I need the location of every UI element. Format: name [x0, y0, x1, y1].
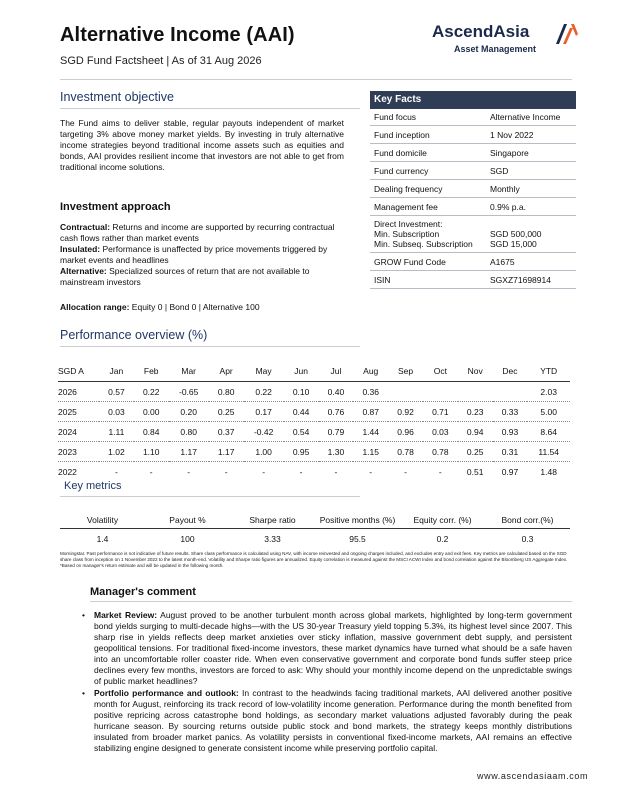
- objective-heading: Investment objective: [60, 90, 174, 104]
- approach-item-text: Returns and income are supported by recurring contractual cash flows rather than market events: [60, 222, 335, 243]
- performance-value-cell: 0.20: [169, 402, 209, 422]
- performance-value-cell: -0.42: [244, 422, 284, 442]
- key-metric: [315, 512, 400, 547]
- key-metric-label: Equity corr. (%): [400, 512, 485, 529]
- key-fact-label: Fund domicile: [374, 147, 427, 158]
- comment-bullet-text: In contrast to the headwinds facing traditional markets, AAI delivered another positive month for August, reinforcing its track record of low-volatility income generation. Performance during the month benefited from positive repricing across catastrophe bond holdings, as secondary market valuations adjusted favorably during the peak hurricane season. By sourcing returns outside public stock and bond markets, the strategy keeps monthly distributions insulated from broader market panics. As volatility persists in conventional fixed-income markets, AAI remains an effective stabilizing engine designed to generate consistent income while preserving portfolio capital.: [94, 688, 572, 753]
- bullet-icon: •: [82, 610, 85, 620]
- key-fact-value: SGXZ71698914: [490, 274, 551, 285]
- performance-value-cell: 0.78: [423, 442, 458, 462]
- key-fact-label: Fund currency: [374, 165, 429, 176]
- performance-value-cell: 0.84: [134, 422, 169, 442]
- key-facts-row: [370, 162, 576, 180]
- performance-value-cell: 2.03: [527, 382, 570, 402]
- fund-title: Alternative Income (AAI): [60, 24, 295, 46]
- performance-value-cell: 0.44: [284, 402, 319, 422]
- key-facts-table: [370, 91, 576, 289]
- approach-item-label: Insulated:: [60, 244, 101, 254]
- key-fact-value: Alternative Income: [490, 112, 561, 122]
- key-metric-label: Positive months (%): [315, 512, 400, 529]
- key-facts-row: [370, 180, 576, 198]
- key-facts-row: [370, 144, 576, 162]
- performance-column-header: Mar: [169, 361, 209, 382]
- key-metric-label: Volatility: [60, 512, 145, 529]
- key-facts-row: [370, 271, 576, 289]
- performance-value-cell: 11.54: [527, 442, 570, 462]
- key-metric: [145, 512, 230, 547]
- performance-value-cell: 0.92: [388, 402, 423, 422]
- allocation-value: Equity 0 | Bond 0 | Alternative 100: [129, 302, 260, 312]
- performance-value-cell: 1.48: [540, 466, 557, 477]
- performance-value-cell: 0.80: [169, 422, 209, 442]
- key-metric-label: Bond corr.(%): [485, 512, 570, 529]
- performance-value-cell: 1.17: [209, 442, 244, 462]
- allocation-range: [60, 302, 360, 313]
- performance-value-cell: 8.64: [527, 422, 570, 442]
- comment-bullet-text: August proved to be another turbulent month across global markets, highlighted by long-term government bond yields surging to multi-decade highs—with the US 30-year Treasury yield topping 5.3%, its highest level since 2007. This sharp rise in yields reflects deep market anxieties over sticky inflation, massive government debt supply, and persistent geopolitical tensions. For traditional fixed-income investors, these market dynamics have turned what should be a safe haven into an uncomfortable roller coaster ride. When even conservative government and corporate bond funds suffer steep price declines every few months, investors are forced to ask: Why should your monthly income depend on the unpredictable swings of public market headlines?: [94, 610, 572, 686]
- key-metric: [400, 512, 485, 547]
- performance-value-cell: -: [262, 466, 266, 477]
- fund-subtitle: SGD Fund Factsheet | As of 31 Aug 2026: [60, 55, 262, 67]
- performance-value-cell: 0.17: [244, 402, 284, 422]
- key-metric: [485, 512, 570, 547]
- managers-comment-list: [82, 610, 572, 755]
- objective-divider: [60, 108, 360, 109]
- key-metric-label: Payout %: [145, 512, 230, 529]
- performance-value-cell: 1.17: [169, 442, 209, 462]
- performance-value-cell: -: [149, 466, 153, 477]
- key-fact-value: [490, 219, 572, 229]
- performance-value-cell: 0.40: [319, 382, 354, 402]
- key-fact-label: Management fee: [374, 201, 438, 212]
- performance-row: [58, 462, 570, 482]
- performance-column-header: Dec: [493, 361, 528, 382]
- key-facts-row: [370, 109, 576, 126]
- key-fact-label: Fund inception: [374, 129, 430, 140]
- performance-value-cell: -: [438, 466, 442, 477]
- company-logo: [432, 22, 592, 62]
- performance-value-cell: 0.54: [284, 422, 319, 442]
- key-fact-value: SGD: [490, 165, 509, 176]
- key-metric-value: 100: [180, 534, 195, 544]
- performance-column-header: Apr: [209, 361, 244, 382]
- performance-value-cell: 0.23: [458, 402, 493, 422]
- performance-row: [58, 422, 570, 442]
- performance-value-cell: 1.11: [99, 422, 134, 442]
- approach-item-label: Contractual:: [60, 222, 111, 232]
- key-fact-label: Min. Subseq. Subscription: [374, 239, 473, 249]
- performance-value-cell: [493, 382, 528, 402]
- objective-text: The Fund aims to deliver stable, regular payouts independent of market targeting 3% above money market yields. By investing in truly alternative income strategies beyond traditional income assets such as equities and bonds, AAI provides resilient income that investors are not able to get from traditional income solutions.: [60, 118, 344, 172]
- key-metrics-heading: Key metrics: [64, 480, 122, 492]
- performance-value-cell: 0.94: [458, 422, 493, 442]
- performance-year-cell: 2023: [58, 442, 99, 462]
- key-fact-value: SGD 15,000: [490, 239, 537, 249]
- key-facts-row: [370, 253, 576, 271]
- performance-heading: Performance overview (%): [60, 328, 208, 342]
- allocation-label: Allocation range:: [60, 302, 130, 312]
- key-fact-label: GROW Fund Code: [374, 256, 446, 267]
- performance-value-cell: 0.97: [501, 466, 519, 477]
- key-fact-value: Singapore: [490, 147, 529, 158]
- performance-value-cell: 0.33: [493, 402, 528, 422]
- performance-value-cell: 0.25: [458, 442, 493, 462]
- performance-header-row: [58, 361, 570, 382]
- key-facts-row: [370, 126, 576, 144]
- key-fact-label: ISIN: [374, 274, 391, 285]
- performance-value-cell: 1.44: [353, 422, 388, 442]
- approach-heading: Investment approach: [60, 201, 171, 213]
- performance-column-header: Aug: [353, 361, 388, 382]
- key-facts-heading: Key Facts: [370, 91, 576, 109]
- key-fact-label: Fund focus: [374, 112, 417, 122]
- performance-value-cell: 0.00: [134, 402, 169, 422]
- performance-column-header: Sep: [388, 361, 423, 382]
- performance-value-cell: 0.37: [209, 422, 244, 442]
- managers-comment-divider: [90, 601, 572, 602]
- performance-column-header: Jan: [99, 361, 134, 382]
- performance-value-cell: 0.22: [134, 382, 169, 402]
- approach-list: [60, 222, 344, 288]
- key-facts-row-direct-investment: [370, 216, 576, 253]
- approach-item-text: Specialized sources of return that are not available to mainstream investors: [60, 266, 310, 287]
- performance-value-cell: 1.10: [134, 442, 169, 462]
- key-fact-value: 1 Nov 2022: [490, 129, 534, 140]
- performance-value-cell: 0.96: [388, 422, 423, 442]
- performance-column-header-share-class: SGD A: [58, 361, 99, 382]
- performance-value-cell: 0.78: [388, 442, 423, 462]
- logo-mark-icon: [554, 22, 578, 44]
- performance-value-cell: -0.65: [169, 382, 209, 402]
- approach-item-label: Alternative:: [60, 266, 107, 276]
- performance-value-cell: 0.57: [99, 382, 134, 402]
- performance-column-header: Jul: [319, 361, 354, 382]
- performance-year-cell: 2025: [58, 402, 99, 422]
- key-metrics-grid: [60, 512, 570, 547]
- performance-value-cell: 0.03: [99, 402, 134, 422]
- performance-value-cell: [423, 382, 458, 402]
- comment-bullet: [82, 610, 572, 687]
- performance-column-header: Nov: [458, 361, 493, 382]
- performance-value-cell: 0.22: [244, 382, 284, 402]
- performance-value-cell: 1.02: [99, 442, 134, 462]
- performance-value-cell: 0.95: [284, 442, 319, 462]
- approach-item: [60, 244, 344, 266]
- logo-brand-text: AscendAsia: [432, 22, 530, 41]
- performance-value-cell: 0.87: [353, 402, 388, 422]
- key-fact-label: Dealing frequency: [374, 183, 443, 194]
- performance-column-header: Feb: [134, 361, 169, 382]
- performance-value-cell: 0.93: [493, 422, 528, 442]
- key-fact-label: Direct Investment:: [374, 219, 443, 229]
- performance-row: [58, 442, 570, 462]
- performance-value-cell: [388, 382, 423, 402]
- key-facts-row: [370, 198, 576, 216]
- performance-value-cell: 0.25: [209, 402, 244, 422]
- comment-bullet-label: Market Review:: [94, 610, 158, 620]
- performance-value-cell: 1.00: [244, 442, 284, 462]
- performance-value-cell: -: [404, 466, 407, 477]
- performance-divider: [60, 346, 360, 347]
- key-metrics-divider: [60, 496, 360, 497]
- approach-item-text: Performance is unaffected by price movements triggered by market events and headlines: [60, 244, 328, 265]
- performance-value-cell: 0.31: [493, 442, 528, 462]
- performance-row: [58, 402, 570, 422]
- performance-value-cell: -: [114, 466, 118, 477]
- performance-value-cell: 5.00: [527, 402, 570, 422]
- key-metric-label: Sharpe ratio: [230, 512, 315, 529]
- performance-value-cell: -: [369, 466, 373, 477]
- performance-value-cell: -: [299, 466, 303, 477]
- performance-value-cell: 0.80: [209, 382, 244, 402]
- performance-value-cell: 1.30: [319, 442, 354, 462]
- key-metric: [230, 512, 315, 547]
- managers-comment-heading: Manager's comment: [90, 586, 196, 598]
- key-fact-value: A1675: [490, 256, 515, 267]
- performance-value-cell: 0.10: [284, 382, 319, 402]
- performance-row: [58, 382, 570, 402]
- logo-tagline: Asset Management: [454, 44, 537, 54]
- performance-column-header: May: [244, 361, 284, 382]
- performance-value-cell: 0.03: [423, 422, 458, 442]
- key-fact-value: 0.9% p.a.: [490, 201, 526, 212]
- footer-website-link[interactable]: www.ascendasiaam.com: [477, 771, 589, 781]
- key-metric-value: 95.5: [349, 534, 366, 544]
- header-divider: [60, 79, 572, 80]
- performance-value-cell: -: [187, 466, 191, 477]
- approach-item: [60, 222, 344, 244]
- performance-value-cell: -: [334, 466, 338, 477]
- key-metric-value: 0.2: [436, 534, 449, 544]
- performance-value-cell: 0.51: [466, 466, 484, 477]
- key-fact-value: SGD 500,000: [490, 229, 542, 239]
- performance-column-header: Jun: [284, 361, 319, 382]
- approach-item: [60, 266, 344, 288]
- performance-column-header: Oct: [423, 361, 458, 382]
- key-metric-value: 3.33: [264, 534, 281, 544]
- performance-value-cell: 1.15: [353, 442, 388, 462]
- performance-value-cell: 0.71: [423, 402, 458, 422]
- disclaimer-text: Morningstar. Past performance is not indicative of future results. Share class performance is calculated using NAV, with income reinvested and ongoing charges included, and excludes entry and exit fees. Key metrics are calculated based on the SGD share class from inception on 1 November 2022 to the latest month-end. Volatility and Sharpe ratio figures are annualized. Equity correlation is measured against the MSCI ACWI Index and bond correlation against the Bloomberg US Aggregate Index. *Based on manager's return estimate and will be updated in the following month.: [60, 551, 568, 568]
- comment-bullet-label: Portfolio performance and outlook:: [94, 688, 239, 698]
- key-metric-value: 0.3: [521, 534, 534, 544]
- performance-value-cell: -: [224, 466, 228, 477]
- key-fact-label: Min. Subscription: [374, 229, 440, 239]
- performance-table: [58, 361, 570, 481]
- key-metric-value: 1.4: [96, 534, 109, 544]
- performance-value-cell: 0.76: [319, 402, 354, 422]
- performance-value-cell: 0.79: [319, 422, 354, 442]
- bullet-icon: •: [82, 688, 85, 698]
- key-fact-value: Monthly: [490, 183, 520, 194]
- performance-year-cell: 2022: [58, 466, 77, 477]
- performance-year-cell: 2024: [58, 422, 99, 442]
- key-metric: [60, 512, 145, 547]
- performance-year-cell: 2026: [58, 382, 99, 402]
- performance-value-cell: [458, 382, 493, 402]
- performance-column-header: YTD: [527, 361, 570, 382]
- performance-value-cell: 0.36: [353, 382, 388, 402]
- comment-bullet: [82, 688, 572, 754]
